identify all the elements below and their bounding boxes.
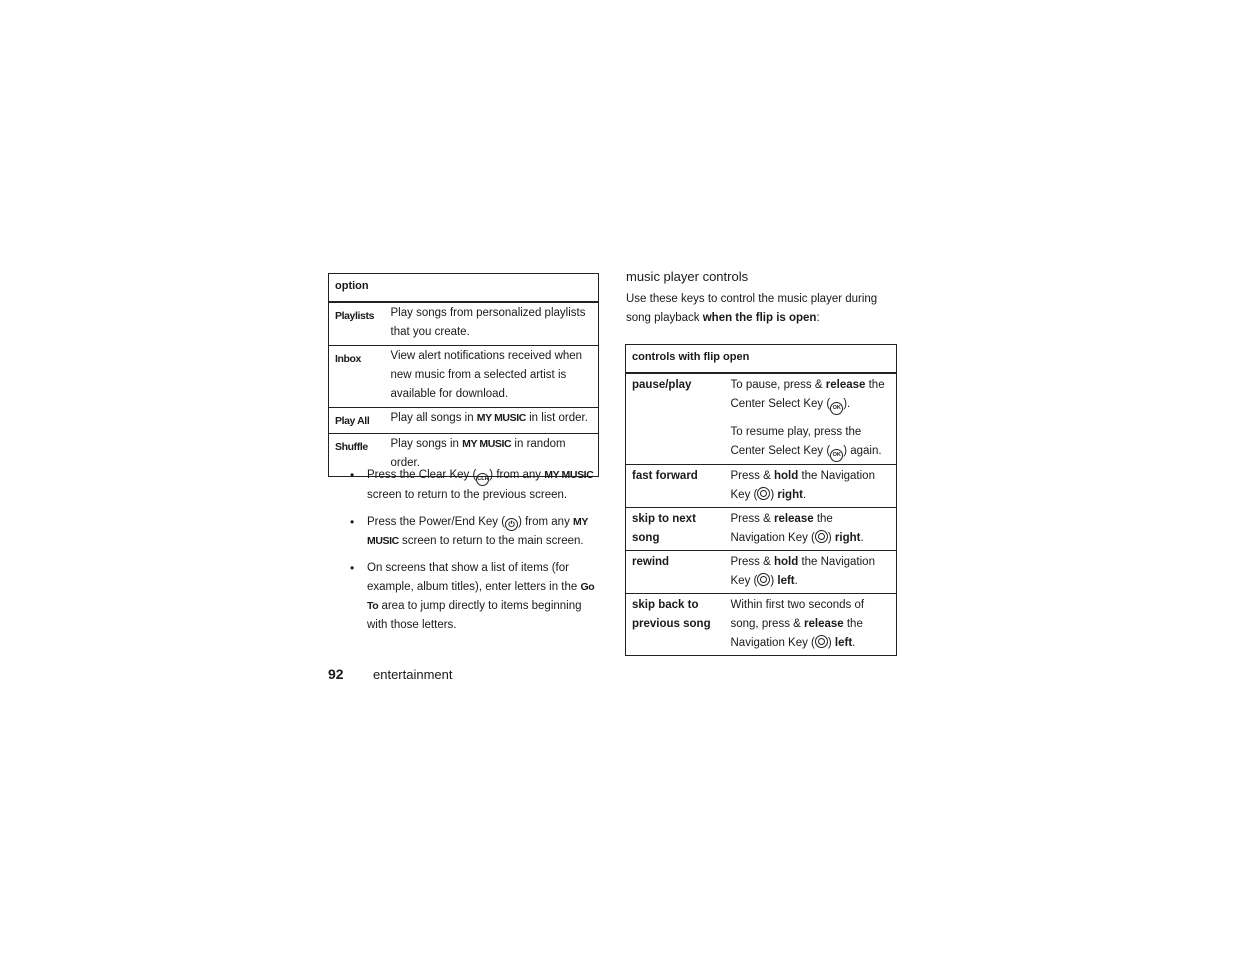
desc-text: .: [852, 637, 856, 649]
table-row: [626, 465, 897, 508]
desc-bold: release: [773, 513, 814, 525]
bullet-text: Press the Power/End Key (: [367, 516, 506, 528]
controls-table-header: controls with flip open: [626, 345, 897, 374]
list-item: [350, 466, 600, 505]
desc-text: ): [770, 575, 778, 587]
desc-text: To pause, press &: [730, 379, 826, 391]
desc-text: ): [827, 532, 835, 544]
navigation-key-icon: [757, 573, 770, 586]
table-row: [329, 408, 599, 434]
list-item: [350, 559, 600, 635]
control-desc: [725, 508, 897, 551]
desc-bold: left: [834, 637, 853, 649]
intro-bold: when the flip is open: [702, 312, 817, 324]
key-my-music: MY MUSIC: [367, 516, 588, 547]
desc-text: in random order.: [390, 438, 566, 469]
desc-text: in list order.: [525, 412, 588, 424]
desc-text: ) again.: [843, 445, 882, 457]
table-row: [626, 551, 897, 594]
controls-table-header-row: [626, 345, 897, 374]
desc-text: Play all songs in: [390, 412, 477, 424]
desc-text: .: [802, 489, 807, 501]
desc-text: .: [794, 575, 798, 587]
desc-bold: right: [834, 532, 861, 544]
bullet-text: Press the Clear Key (: [367, 469, 477, 481]
intro-text: :: [816, 312, 820, 324]
key-my-music: MY MUSIC: [476, 412, 526, 424]
desc-text: the Navigation Key (: [730, 618, 863, 649]
tips-list: [350, 466, 600, 643]
key-my-music: MY MUSIC: [462, 438, 512, 450]
section-title: music player controls: [626, 269, 749, 284]
table-row: [626, 594, 897, 656]
desc-text: ).: [843, 398, 851, 410]
control-label: rewind: [626, 551, 725, 594]
option-table: [328, 273, 599, 477]
control-label: skip to next song: [626, 508, 725, 551]
desc-bold: hold: [773, 470, 799, 482]
desc-bold: release: [825, 379, 866, 391]
key-my-music: MY MUSIC: [544, 469, 594, 481]
desc-bold: release: [804, 618, 844, 630]
key-go-to: Go To: [367, 581, 595, 612]
option-table-header-row: [329, 274, 599, 303]
table-row: [329, 346, 599, 408]
table-row: [626, 373, 897, 465]
control-label: skip back to previous song: [626, 594, 725, 656]
option-playlists: Playlists: [335, 310, 375, 322]
option-inbox: Inbox: [335, 353, 361, 365]
desc-text: .: [860, 532, 864, 544]
control-label: pause/play: [626, 373, 725, 465]
power-key-icon: ⏻: [505, 518, 518, 531]
bullet-text: screen to return to the main screen.: [398, 535, 584, 547]
section-intro: [626, 290, 891, 328]
bullet-text: area to jump directly to items beginning with those letters.: [367, 600, 582, 631]
desc-text: the Navigation Key (: [730, 556, 875, 587]
intro-text: Use these keys to control the music player during song playback: [626, 293, 878, 324]
control-desc: [725, 373, 897, 465]
option-desc: View alert notifications received when new music from a selected artist is available for download.: [385, 346, 599, 408]
bullet-text: ) from any: [518, 516, 574, 528]
option-shuffle: Shuffle: [335, 441, 368, 453]
desc-bold: left: [777, 575, 795, 587]
desc-text: To resume play, press the Center Select Key (: [730, 426, 862, 457]
ok-key-icon: OK: [830, 449, 843, 462]
bullet-text: screen to return to the previous screen.: [367, 489, 568, 501]
option-desc: [385, 408, 599, 434]
desc-text: the Navigation Key (: [730, 470, 875, 501]
ok-key-icon: OK: [830, 402, 843, 415]
bullet-text: On screens that show a list of items (for example, album titles), enter letters in the: [367, 562, 581, 593]
desc-text: the Center Select Key (: [730, 379, 885, 410]
desc-text: Press &: [730, 556, 774, 568]
desc-text: Play songs in: [390, 438, 463, 450]
navigation-key-icon: [757, 487, 770, 500]
clear-key-icon: CLR: [476, 473, 489, 486]
desc-text: ): [827, 637, 835, 649]
desc-text: the Navigation Key (: [730, 513, 833, 544]
page-number: 92: [328, 666, 344, 682]
table-row: [626, 508, 897, 551]
controls-table: [625, 344, 897, 656]
desc-text: Press &: [730, 513, 774, 525]
control-desc: [725, 594, 897, 656]
navigation-key-icon: [815, 530, 828, 543]
control-label: fast forward: [626, 465, 725, 508]
desc-text: Press &: [730, 470, 774, 482]
section-name: entertainment: [373, 667, 453, 682]
option-desc: Play songs from personalized playlists that you create.: [385, 302, 599, 346]
control-desc: [725, 465, 897, 508]
control-desc: [725, 551, 897, 594]
list-item: [350, 513, 600, 551]
desc-text: Within first two seconds of song, press &: [730, 599, 865, 630]
desc-text: ): [770, 489, 778, 501]
option-table-header: option: [329, 274, 599, 303]
desc-bold: right: [777, 489, 803, 501]
bullet-text: ) from any: [489, 469, 545, 481]
table-row: [329, 302, 599, 346]
navigation-key-icon: [815, 635, 828, 648]
desc-bold: hold: [773, 556, 799, 568]
option-play-all: Play All: [335, 415, 370, 427]
